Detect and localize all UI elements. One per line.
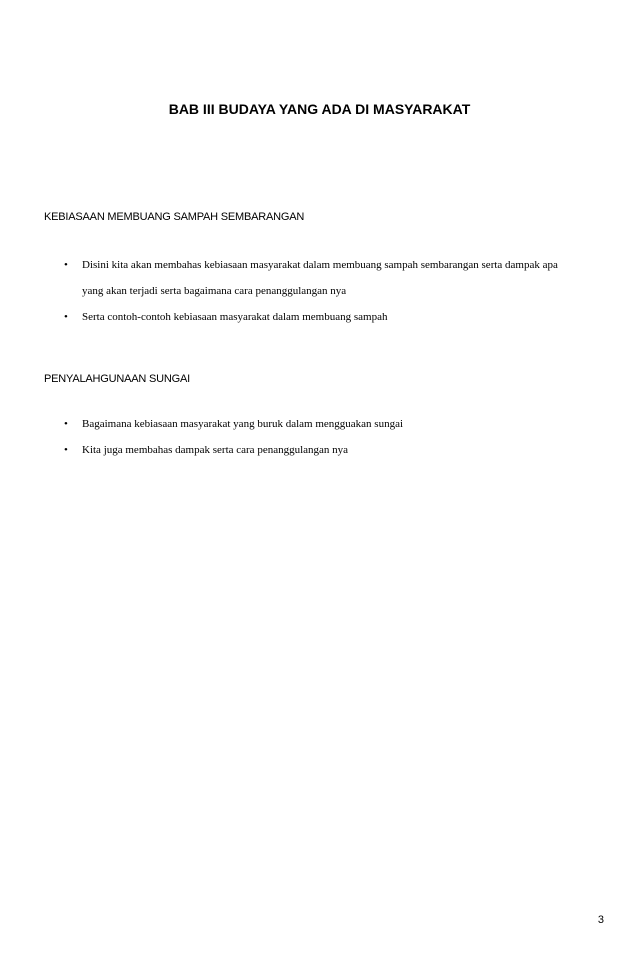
bullet-list-sampah [0, 252, 639, 330]
bullet-icon: • [64, 311, 68, 323]
bullet-list-sungai [0, 411, 639, 463]
chapter-title: BAB III BUDAYA YANG ADA DI MASYARAKAT [168, 101, 471, 117]
bullet-icon: • [64, 418, 68, 430]
section-heading-sampah: KEBIASAAN MEMBUANG SAMPAH SEMBARANGAN [44, 211, 305, 223]
list-item-text: Disini kita akan membahas kebiasaan masyarakat dalam membuang sampah sembarangan serta dampak apa yang akan terjadi serta bagaimana cara penanggulangan nya [82, 259, 558, 297]
list-item-text: Kita juga membahas dampak serta cara penanggulangan nya [82, 444, 349, 456]
list-item [0, 252, 572, 304]
list-item-text: Bagaimana kebiasaan masyarakat yang buruk dalam mengguakan sungai [82, 418, 404, 430]
page-number: 3 [597, 914, 604, 926]
list-item-text: Serta contoh-contoh kebiasaan masyarakat dalam membuang sampah [82, 311, 388, 323]
list-item [0, 437, 572, 463]
list-item [0, 411, 572, 437]
section-heading-sungai: PENYALAHGUNAAN SUNGAI [44, 373, 190, 385]
bullet-icon: • [64, 444, 68, 456]
bullet-icon: • [64, 259, 68, 271]
list-item [0, 304, 572, 330]
